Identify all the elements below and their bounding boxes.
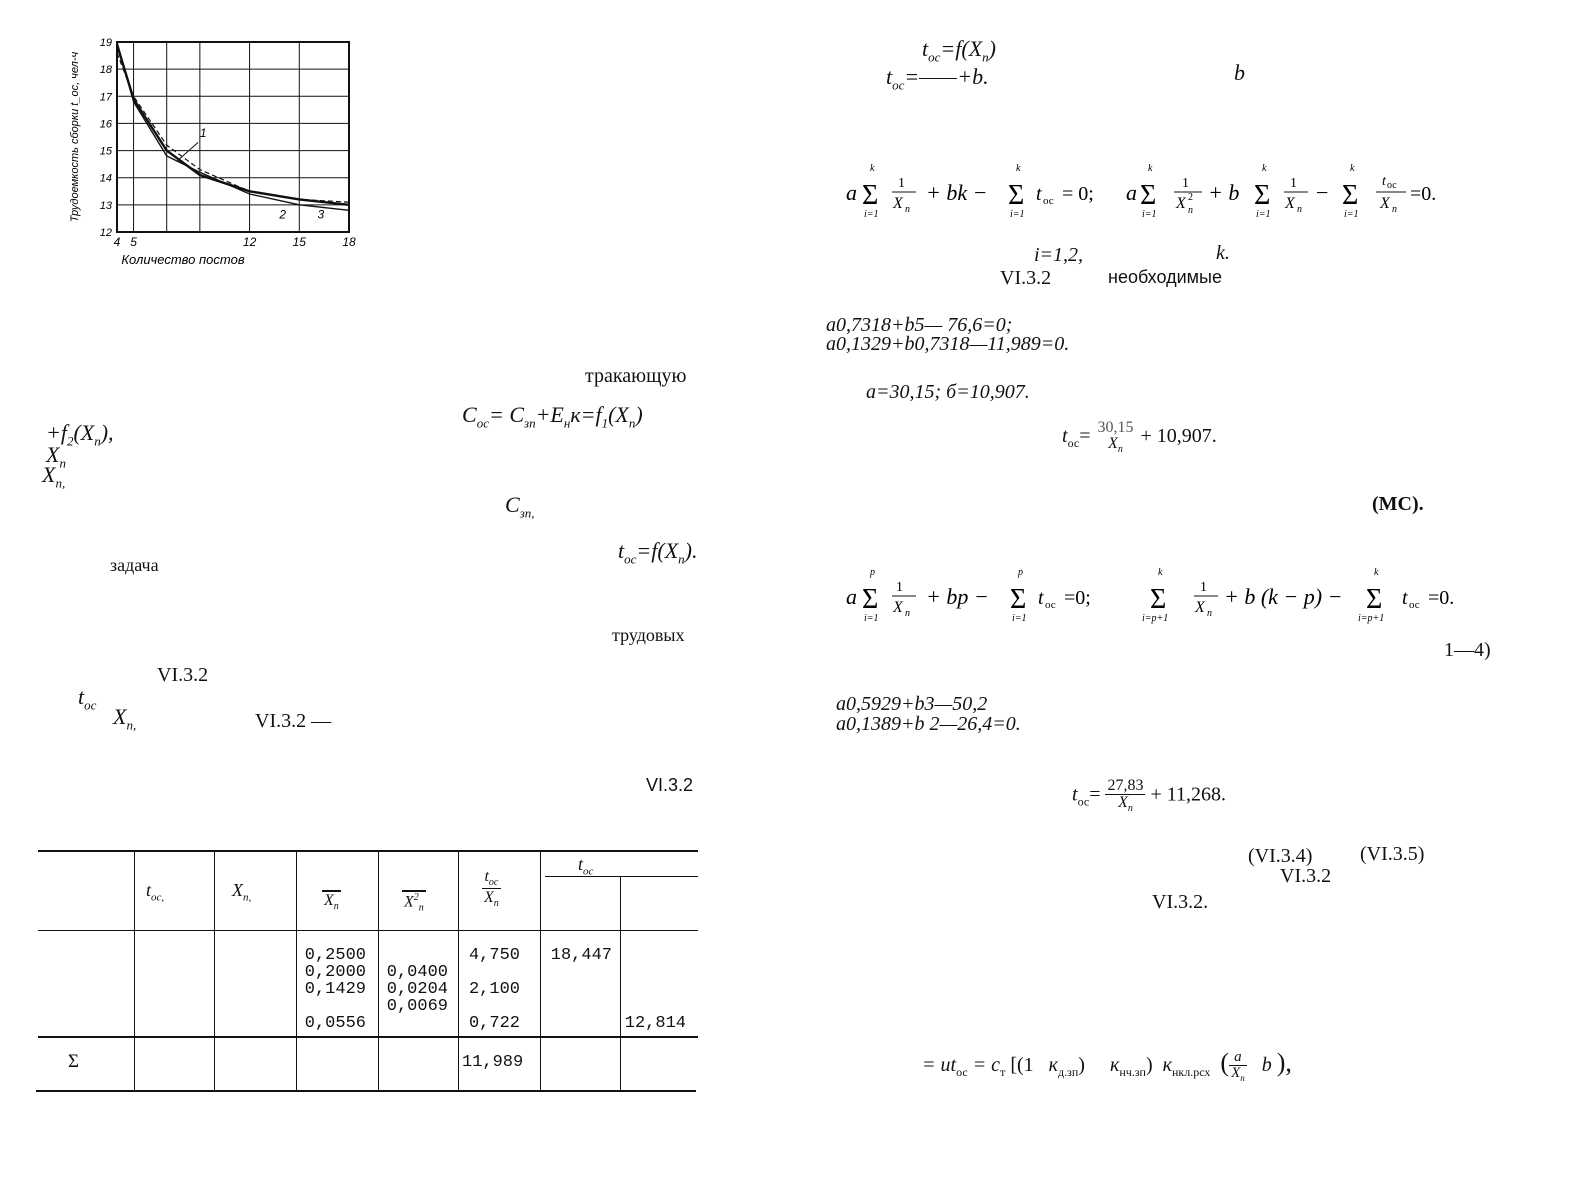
svg-text:i=p+1: i=p+1 [1358,613,1385,624]
svg-text:i=1: i=1 [1344,209,1359,220]
svg-text:−: − [1316,180,1329,205]
svg-text:п: п [905,608,910,619]
y-tick-label: 12 [99,227,112,239]
svg-text:X: X [1195,599,1205,616]
y-tick-label: 16 [99,118,112,131]
toc-function: $t_{ос}=f(X_п)$. [618,538,698,567]
svg-text:p: p [870,567,875,578]
series-label-3: 3 [317,207,325,222]
y-tick-label: 18 [99,64,112,77]
svg-text:X: X [1380,195,1390,212]
svg-text:п: п [905,204,910,215]
y-tick-label: 15 [99,145,112,158]
svg-text:1: 1 [896,580,903,595]
svg-text:п: п [1392,204,1397,215]
svg-text:i=1: i=1 [864,613,879,624]
x-axis-label: Количество постов [121,252,245,267]
series-label-2: 2 [279,207,287,222]
svg-text:п: п [1297,204,1302,215]
col-ratio-values: 4,750 2,100 0,722 [468,946,520,1033]
y-tick-label: 14 [99,172,112,185]
svg-text:k: k [1374,567,1379,578]
sum-ratio: 11,989 [462,1053,524,1072]
svg-text:Σ: Σ [1254,180,1271,211]
x-tick-label: 18 [342,235,356,249]
svg-text:Σ: Σ [1008,180,1025,211]
svg-text:Σ: Σ [862,584,879,615]
svg-text:+ bk −: + bk − [926,180,988,205]
svg-text:1: 1 [1290,176,1297,191]
cost-equation: $C_{ос}= C_{зп}+E_нк=f_1(X_п)$ [462,402,643,431]
data-table [0,0,720,1190]
header-ratio: $\frac{t_{ос}}{X_п}$ [484,868,499,910]
system-2-eq1: a0,5929+b3—50,2 [836,693,988,715]
svg-text:Σ: Σ [1150,584,1167,615]
svg-text:t: t [1036,183,1042,205]
ref-vi32-a: VI.3.2 [157,664,209,686]
svg-text:i=1: i=1 [1142,209,1157,220]
ref-range: 1—4) [1444,639,1491,661]
header-inverse: $X_п$ [322,872,341,912]
word-zadacha: задача [110,555,159,575]
series-label-1: 1 [199,126,207,140]
czp-symbol: $C_{зп,}$ [505,492,535,521]
svg-text:Σ: Σ [1366,584,1383,615]
toc-function-right: $t_{ос}=f(X_п)$ [922,36,996,65]
solution-ab-1: a=30,15; б=10,907. [866,381,1030,403]
svg-text:2: 2 [1188,192,1193,203]
word-neobkhodimye: необходимые [1108,267,1222,287]
sum-label: Σ [68,1051,80,1072]
normal-equations-2 [840,560,1480,624]
svg-text:=0.: =0. [1410,183,1437,205]
svg-text:=0.: =0. [1428,587,1455,609]
xp-symbol-2: $X_{п,}$ [42,462,66,491]
ref-vi32-c: VI.3.2 [1000,267,1052,289]
y-tick-label: 13 [99,199,112,212]
svg-text:+ b: + b [1208,180,1240,205]
line-fragment-top: тракающую [585,365,687,387]
xp-symbol-1: $X_п$ [46,442,66,471]
col-group2-value: 12,814 [624,1014,686,1033]
col-inverse-sq-values: 0,0400 0,0204 0,0069 [386,963,448,1016]
svg-text:k: k [1262,163,1267,174]
svg-text:i=p+1: i=p+1 [1142,613,1169,624]
result-equation-2: $t_{ос}=$ $\frac{27,83}{X_п}$ + 11,268. [1072,777,1227,815]
svg-text:k: k [1350,163,1355,174]
hyperbola-model: $t_{ос}= +b$. [886,64,989,93]
col-group1-value: 18,447 [550,946,612,965]
svg-text:п: п [1188,205,1193,216]
ref-vi32-d: VI.3.2 [1280,865,1332,887]
svg-text:k: k [1016,163,1021,174]
symbol-b: b [1234,60,1245,85]
svg-text:Σ: Σ [1342,180,1359,211]
toc-symbol: $t_{ос}$ [78,684,97,713]
svg-text:i=1: i=1 [1010,209,1025,220]
system-1-eq1: a0,7318+b5— 76,6=0; [826,314,1013,336]
f2-expression: $+f_2(X_п)$, [46,420,114,449]
header-inverse-sq: $X^2_п$ [402,872,426,914]
svg-text:X: X [893,599,903,616]
x-tick-label: 12 [242,235,257,249]
svg-text:i=1: i=1 [864,209,879,220]
svg-text:п: п [1207,608,1212,619]
cost-formula: = $ut_{ос} = c_т$ [(1 $к_{д.зп}$) $к_{нч.зп}$) $к_{нкл.рсх}$ ( $\frac{a}{X_п}$ b ), [922,1048,1292,1083]
svg-text:a: a [846,584,857,609]
col-inverse-values: 0,2500 0,2000 0,1429 0,0556 [304,946,366,1033]
x-tick-label: 4 [113,235,121,249]
system-1-eq2: a0,1329+b0,7318—11,989=0. [826,333,1070,355]
index-range: i=1,2, [1034,244,1084,266]
svg-text:k: k [1158,567,1163,578]
mc-label: (МС). [1372,493,1424,515]
svg-text:ос: ос [1387,180,1397,191]
svg-text:k: k [1148,163,1153,174]
header-xp: $X_{п,}$ [232,880,252,904]
svg-text:=0;: =0; [1064,587,1091,609]
ref-vi32-e: VI.3.2. [1152,891,1209,913]
svg-text:i=1: i=1 [1256,209,1271,220]
word-trudovykh: трудовых [612,625,685,645]
svg-text:1: 1 [1200,580,1207,595]
svg-text:X: X [1285,195,1295,212]
y-axis-label: Трудоемкость сборки t_ос, чел-ч [69,51,81,223]
result-equation-1: $t_{ос}=$ 30,15 $X_п$ + 10,907. [1062,419,1217,456]
table-caption: VI.3.2 [646,775,694,795]
ref-vi32-b: VI.3.2 — [255,710,332,732]
ref-vi35: (VI.3.5) [1360,843,1425,865]
svg-text:k: k [870,163,875,174]
svg-text:t: t [1382,174,1386,189]
svg-text:a: a [1126,180,1137,205]
svg-text:Σ: Σ [1010,584,1027,615]
svg-text:= 0;: = 0; [1062,183,1094,205]
svg-text:i=1: i=1 [1012,613,1027,624]
svg-text:p: p [1018,567,1023,578]
svg-text:t: t [1038,587,1044,609]
svg-text:Σ: Σ [862,180,879,211]
svg-text:+ b (k − p) −: + b (k − p) − [1224,584,1343,609]
svg-text:+ bp −: + bp − [926,584,989,609]
svg-text:ос: ос [1409,599,1420,611]
ref-vi34: (VI.3.4) [1248,845,1313,867]
header-toc: $t_{ос,}$ [146,880,165,904]
xp-symbol-3: $X_{п,}$ [113,704,137,733]
svg-text:a: a [846,180,857,205]
svg-text:1: 1 [898,176,905,191]
svg-text:Σ: Σ [1140,180,1157,211]
normal-equations-1 [840,160,1460,220]
y-tick-label: 19 [99,37,112,49]
svg-text:X: X [893,195,903,212]
y-tick-label: 17 [99,91,112,104]
x-tick-label: 15 [292,235,306,249]
x-tick-label: 5 [130,235,137,249]
svg-text:X: X [1176,195,1186,212]
header-group-toc: $t_{ос}$ [578,854,594,878]
index-k: k. [1216,242,1230,264]
system-2-eq2: a0,1389+b 2—26,4=0. [836,713,1021,735]
svg-text:1: 1 [1182,176,1189,191]
svg-text:t: t [1402,587,1408,609]
svg-text:ос: ос [1043,195,1054,207]
svg-text:ос: ос [1045,599,1056,611]
